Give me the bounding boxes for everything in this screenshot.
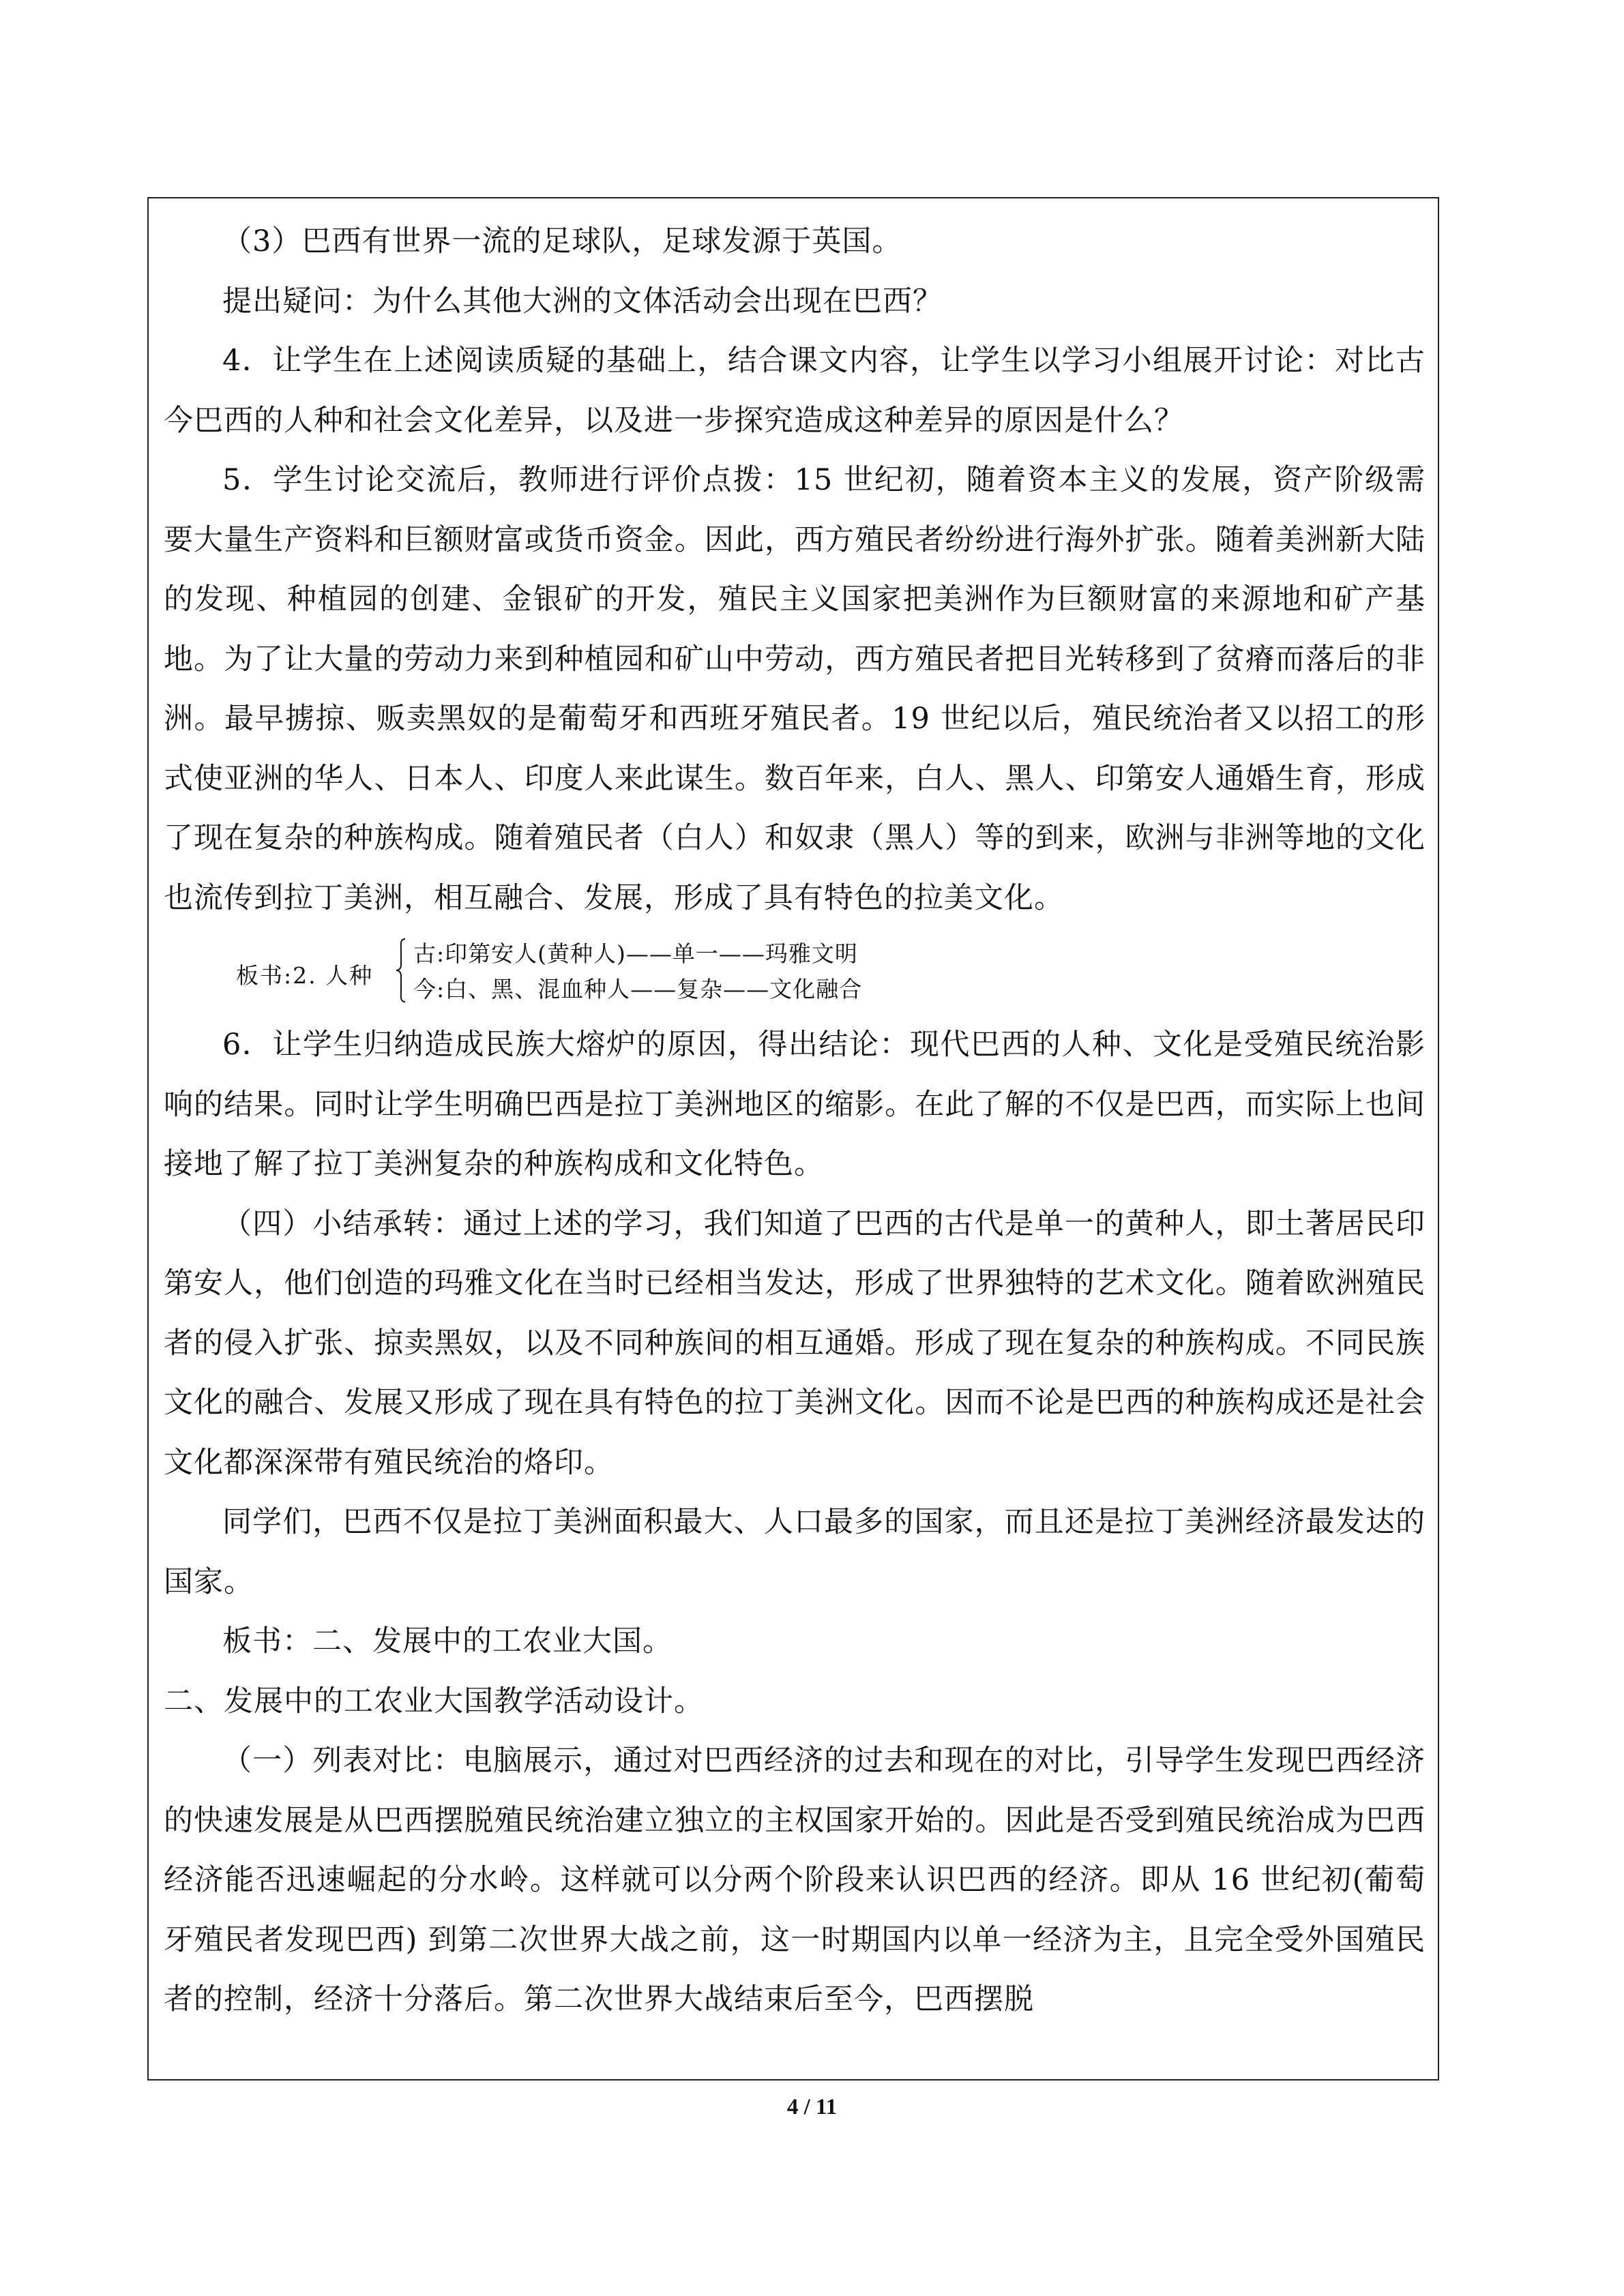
- board-note-modern: 今:白、黑、混血种人——复杂——文化融合: [413, 976, 863, 1002]
- board-note-ancient: 古:印第安人(黄种人)——单一——玛雅文明: [413, 940, 858, 967]
- paragraph-step-4: 4．让学生在上述阅读质疑的基础上，结合课文内容，让学生以学习小组展开讨论：对比古今巴西的人种和社会文化差异，以及进一步探究造成这种差异的原因是什么？: [164, 344, 1426, 438]
- paragraph-transition: 同学们，巴西不仅是拉丁美洲面积最大、人口最多的国家，而且还是拉丁美洲经济最发达的国家。: [164, 1505, 1426, 1599]
- paragraph-summary: （四）小结承转：通过上述的学习，我们知道了巴西的古代是单一的黄种人，即土著居民印第安人，他们创造的玛雅文化在当时已经相当发达，形成了世界独特的艺术文化。随着欧洲殖民者的侵入扩张、掠卖黑奴，以及不同种族间的相互通婚。形成了现在复杂的种族构成。不同民族文化的融合、发展又形成了现在具有特色的拉丁美洲文化。因而不论是巴西的种族构成还是社会文化都深深带有殖民统治的烙印。: [164, 1206, 1426, 1480]
- paragraph-step-5: 5．学生讨论交流后，教师进行评价点拨：15 世纪初，随着资本主义的发展，资产阶级需要大量生产资料和巨额财富或货币资金。因此，西方殖民者纷纷进行海外扩张。随着美洲新大陆的发现、种植园的创建、金银矿的开发，殖民主义国家把美洲作为巨额财富的来源地和矿产基地。为了让大量的劳动力来到种植园和矿山中劳动，西方殖民者把目光转移到了贫瘠而落后的非洲。最早掳掠、贩卖黑奴的是葡萄牙和西班牙殖民者。19 世纪以后，殖民统治者又以招工的形式使亚洲的华人、日本人、印度人来此谋生。数百年来，白人、黑人、印第安人通婚生育，形成了现在复杂的种族构成。随着殖民者（白人）和奴隶（黑人）等的到来，欧洲与非洲等地的文化也流传到拉丁美洲，相互融合、发展，形成了具有特色的拉美文化。: [164, 463, 1426, 915]
- paragraph-comparison: （一）列表对比：电脑展示，通过对巴西经济的过去和现在的对比，引导学生发现巴西经济的快速发展是从巴西摆脱殖民统治建立独立的主权国家开始的。因此是否受到殖民统治成为巴西经济能否迅速崛起的分水岭。这样就可以分两个阶段来认识巴西的经济。即从 16 世纪初(葡萄牙殖民者发现巴西) 到第二次世界大战之前，这一时期国内以单一经济为主，且完全受外国殖民者的控制，经济十分落后。第二次世界大战结束后至今，巴西摆脱: [164, 1744, 1426, 2016]
- board-note-race: [164, 934, 1426, 1015]
- page-number: 4 / 11: [786, 2095, 838, 2119]
- curly-brace-icon: [396, 938, 407, 1003]
- document-frame: [147, 197, 1439, 2081]
- paragraph-question: 提出疑问：为什么其他大洲的文体活动会出现在巴西？: [222, 284, 943, 318]
- paragraph-step-6: 6．让学生归纳造成民族大熔炉的原因，得出结论：现代巴西的人种、文化是受殖民统治影响的结果。同时让学生明确巴西是拉丁美洲地区的缩影。在此了解的不仅是巴西，而实际上也间接地了解了拉丁美洲复杂的种族构成和文化特色。: [164, 1028, 1426, 1181]
- paragraph-brazil-football: （3）巴西有世界一流的足球队，足球发源于英国。: [222, 224, 902, 258]
- board-note-prefix: 板书:2. 人种: [236, 962, 374, 989]
- document-body: [164, 212, 1426, 2030]
- paragraph-board-heading: 板书：二、发展中的工农业大国。: [222, 1624, 673, 1658]
- section-heading-industry-agriculture: 二、发展中的工农业大国教学活动设计。: [164, 1684, 704, 1718]
